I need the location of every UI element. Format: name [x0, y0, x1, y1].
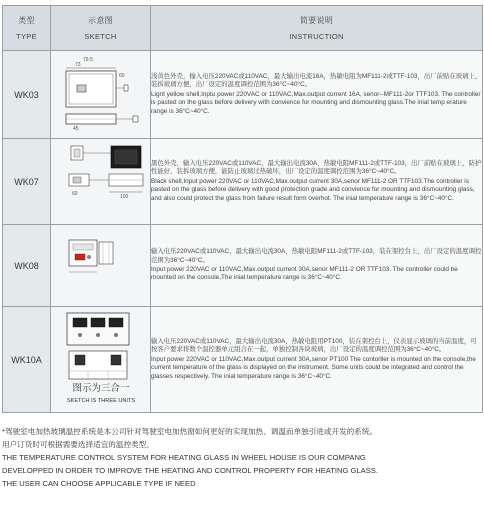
wk03-dim-inner-width: 73	[74, 62, 81, 68]
type-cell: WK03	[3, 51, 51, 139]
table-row-wk08	[3, 225, 483, 307]
instruction-cell	[151, 307, 483, 413]
wk03-dim-width: 79.5	[82, 57, 93, 63]
header-sketch: 示意图 SKETCH	[51, 6, 151, 51]
sketch-cell	[51, 307, 151, 413]
table-row-wk07	[3, 139, 483, 225]
type-cell: WK07	[3, 139, 51, 225]
wk10a-front-panel	[67, 313, 129, 345]
wk10a-sketch	[53, 307, 149, 407]
footnotes	[2, 425, 482, 490]
table-row-wk03	[3, 51, 483, 139]
instruction-en: Lignt yellow shell,Inptu power 220VAC or 110VAC,Max.output current 16A, senor--MF111-2or TTF103. The controller is pasted on the glass before delivery with convience for mounting and dismounting glass.The inial temp erature range is 36°C~40°C.	[151, 90, 481, 115]
sketch-cell	[51, 139, 151, 225]
wk08-side-view	[99, 242, 113, 264]
wk03-dim-depth: 45	[72, 126, 79, 132]
instruction-cn: 输入电压220VAC或110VAC，最大输出电流30A，热敏电阻MF111-2或TTF-103，装在架控台上，出厂设定的温度调控范围为36°C~40°C。	[151, 248, 482, 264]
note-en-line-3: THE USER CAN CHOOSE APPLICABLE TYPE IF NEED	[2, 479, 196, 488]
wk10a-sketch-caption-cn: 图示为三合一	[71, 383, 130, 394]
instruction-cell	[151, 225, 483, 307]
table-row-wk10a	[3, 307, 483, 413]
note-en-line-2: DEVELOPPED IN ORDER TO IMPROVE THE HEATING AND CONTROL PROPERTY FOR HEATING GLASS.	[2, 466, 378, 475]
note-en-line-1: THE TEMPERATURE CONTROL SYSTEM FOR HEATING GLASS IN WHEEL HOUSE IS OUR COMPANG	[2, 453, 366, 462]
type-cell: WK08	[3, 225, 51, 307]
wk08-sketch	[53, 226, 149, 300]
controller-spec-table	[2, 5, 483, 413]
instruction-cn: 输入电压220VAC或110VAC，最大输出电流30A，热敏电阻用PT100，装在架控台上，仪表显示玻璃的当前温度，可按客户要求将数个温控器单元组合在一起，单独控制各块玻璃，出厂设定的温度调控范围为36°C~40°C。	[151, 337, 477, 354]
wk03-dim-height: 60	[118, 73, 125, 79]
sketch-cell	[51, 225, 151, 307]
wk07-dim-height: 60	[71, 191, 78, 197]
instruction-en: Input power 220VAC or 110VAC,Max.output current 30A,senor MF111-2 OR TTF103. The controller could be mounted on the console,The inial temperature range is 36°C~40°C.	[151, 266, 458, 282]
note-cn-line-2: 用户订货时可根据需要选择适宜的温控类型。	[2, 440, 154, 449]
wk10a-sketch-caption-en: SKETCH IS THREE UNITS	[66, 398, 135, 404]
wk07-sketch	[53, 140, 149, 218]
instruction-cell	[151, 139, 483, 225]
wk03-body	[66, 71, 116, 107]
instruction-en: Input power 220VAC or 110VAC,Max.output current 30A,senor PT100 The contorller is mounted on the console,the current temperature of the glass is displayed on the instrument. Some units could be integrated and control the glasses respectively. The inial temperature range is 36°C~40°C.	[151, 355, 476, 380]
type-cell: WK10A	[3, 307, 51, 413]
header-instruction: 简要说明 INSTRUCTION	[151, 6, 483, 51]
instruction-cell	[151, 51, 483, 139]
wk07-dim-length: 100	[119, 194, 128, 200]
header-type: 类型 TYPE	[3, 6, 51, 51]
wk03-sketch	[53, 52, 149, 132]
instruction-cn: 浅黄色外壳，输入电压220VAC或110VAC，最大输出电流16A，热敏电阻为MF111-2或TTF-103，出厂前贴在玻璃上，装拆玻璃方便，出厂设定的温度调控范围为36°C~40°C。	[151, 72, 482, 89]
sketch-cell	[51, 51, 151, 139]
note-cn-line-1: *驾驶室电加热玻璃温控系统是本公司针对驾驶室电加热窗如何更好的实现加热、调温而单独引进或开发的系统。	[2, 427, 378, 436]
instruction-en: Black shell,Input power 220VAC or 110VAC,Max.output current 30A,senor MF111-2 OR TTF103.The controller is pasted on the glass before delivery with good protection grade and convience for mounting and dismounting glass, and also could protect the glass from failure result form overhot. The inial temperature range is 36°C~40°C.	[151, 177, 475, 202]
instruction-cn: 黑色外壳，输入电压220VAC或110VAC，最大输出电流30A，热敏电阻MF111-2或TTF-103，出厂前贴在玻璃上，防护性能好，装拆玻璃方便，能防止玻璃过热破坏，出厂设定的温度调控范围为36°C~40°C。	[151, 159, 482, 176]
table-header-row	[3, 6, 483, 51]
wk08-indicator	[75, 254, 85, 260]
